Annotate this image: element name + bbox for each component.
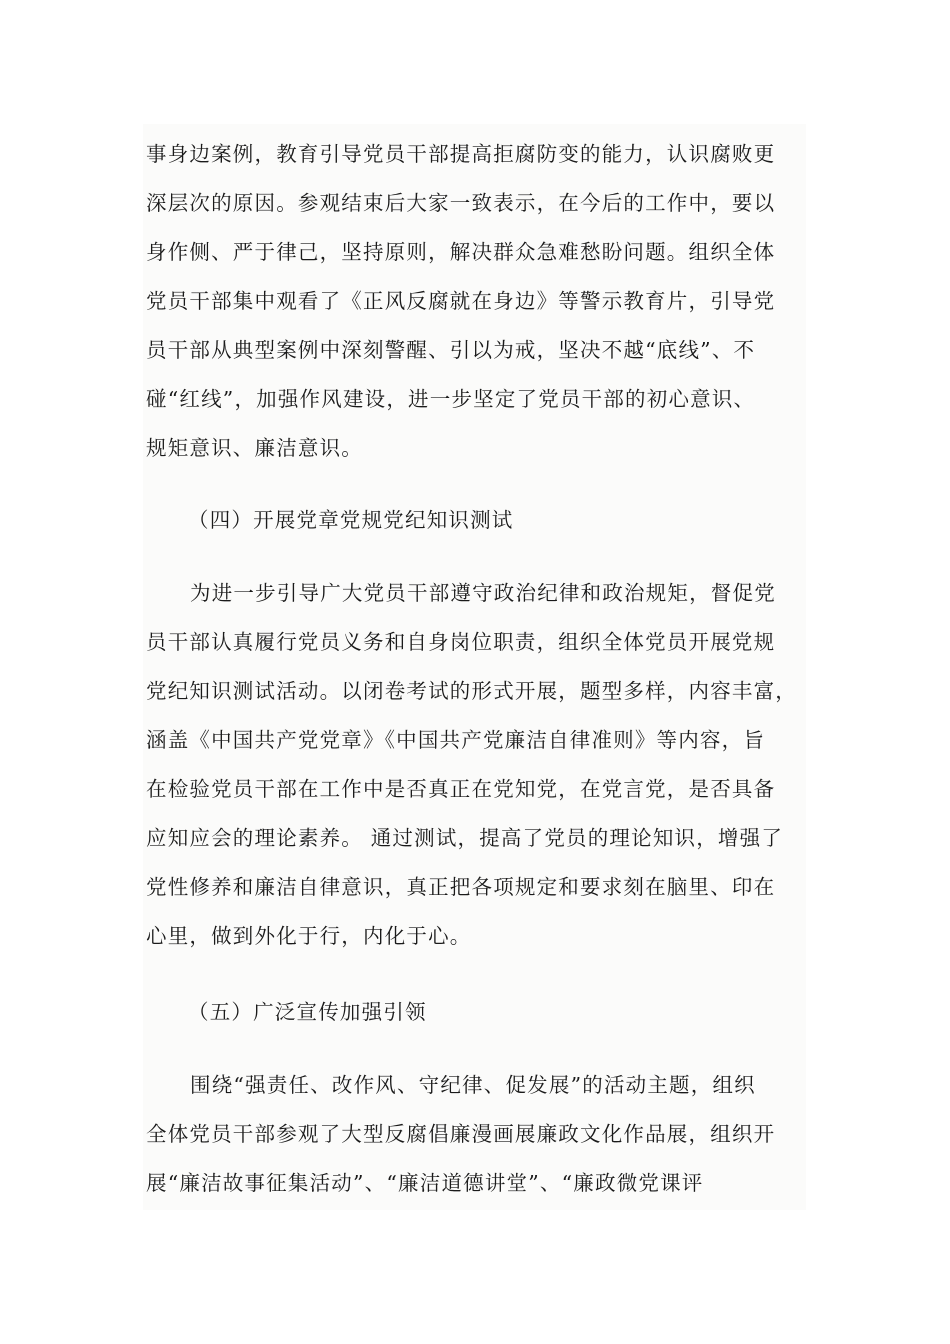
paragraph-line: 员干部从典型案例中深刻警醒、引以为戒，坚决不越“底线”、不 bbox=[146, 338, 756, 362]
paragraph-line: 围绕“强责任、改作风、守纪律、促发展”的活动主题，组织 bbox=[190, 1073, 756, 1097]
paragraph-line: 党员干部集中观看了《正风反腐就在身边》等警示教育片，引导党 bbox=[146, 289, 776, 313]
section-heading-4: （四）开展党章党规党纪知识测试 bbox=[188, 508, 514, 532]
paragraph-line: 规矩意识、廉洁意识。 bbox=[146, 436, 363, 460]
paragraph-line: 为进一步引导广大党员干部遵守政治纪律和政治规矩，督促党 bbox=[190, 581, 776, 605]
paragraph-line: 全体党员干部参观了大型反腐倡廉漫画展廉政文化作品展，组织开 bbox=[146, 1122, 776, 1146]
paragraph-line: 党性修养和廉洁自律意识，真正把各项规定和要求刻在脑里、印在 bbox=[146, 875, 776, 899]
paragraph-line: 事身边案例，教育引导党员干部提高拒腐防变的能力，认识腐败更 bbox=[146, 142, 776, 166]
paragraph-line: 心里，做到外化于行，内化于心。 bbox=[146, 924, 472, 948]
section-heading-5: （五）广泛宣传加强引领 bbox=[188, 1000, 427, 1024]
paragraph-3 bbox=[146, 1061, 806, 1208]
paragraph-line: 深层次的原因。参观结束后大家一致表示，在今后的工作中，要以 bbox=[146, 191, 776, 215]
paragraph-line: 应知应会的理论素养。 通过测试，提高了党员的理论知识，增强了 bbox=[146, 826, 784, 850]
paragraph-line: 碰“红线”，加强作风建设，进一步坚定了党员干部的初心意识、 bbox=[146, 387, 756, 411]
paragraph-line: 身作侧、严于律己，坚持原则，解决群众急难愁盼问题。组织全体 bbox=[146, 240, 776, 264]
paragraph-line: 在检验党员干部在工作中是否真正在党知党，在党言党，是否具备 bbox=[146, 777, 776, 801]
paragraph-1 bbox=[146, 130, 806, 473]
paragraph-line: 涵盖《中国共产党党章》《中国共产党廉洁自律准则》等内容，旨 bbox=[146, 728, 766, 752]
paragraph-line: 党纪知识测试活动。以闭卷考试的形式开展，题型多样，内容丰富， bbox=[146, 679, 797, 703]
paragraph-line: 展“廉洁故事征集活动”、“廉洁道德讲堂”、“廉政微党课评 bbox=[146, 1171, 704, 1195]
paragraph-line: 员干部认真履行党员义务和自身岗位职责，组织全体党员开展党规 bbox=[146, 630, 776, 654]
paragraph-2 bbox=[146, 569, 806, 961]
